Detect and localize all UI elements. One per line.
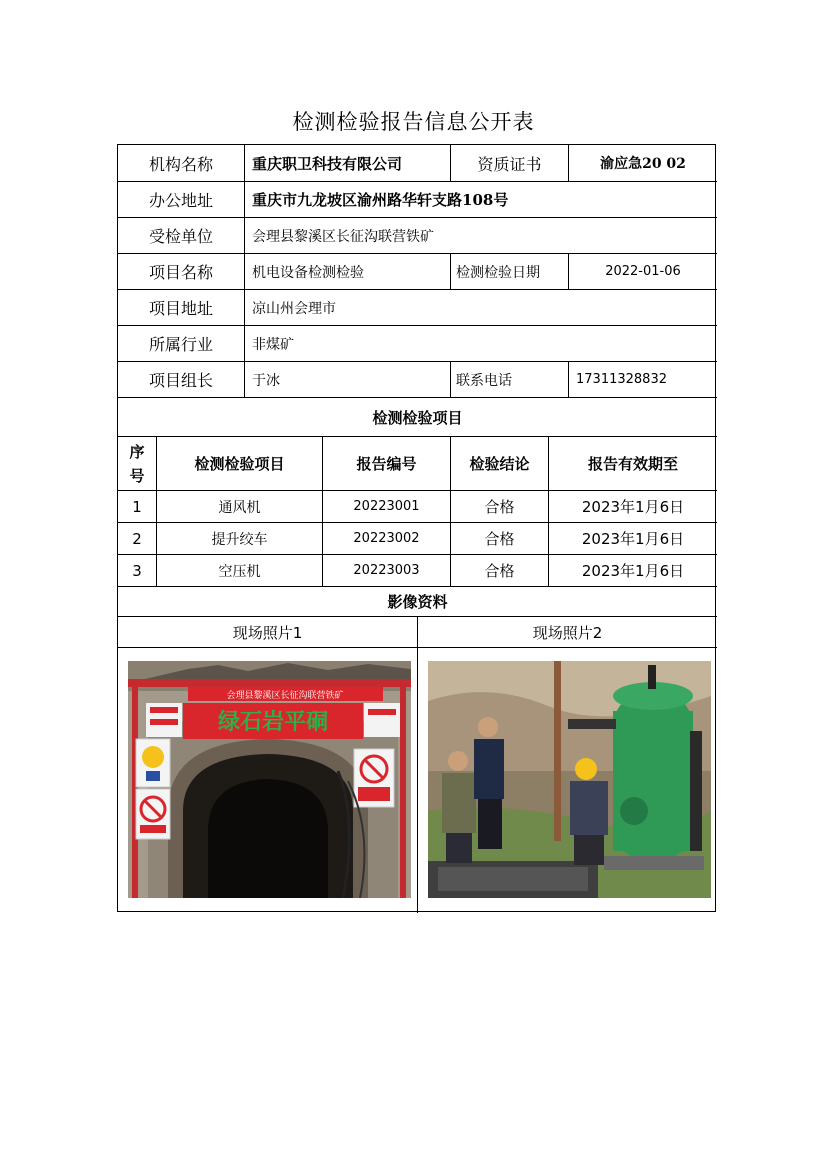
client-value: 会理县黎溪区长征沟联营铁矿 xyxy=(252,228,434,245)
item-header: 检测检验项目 xyxy=(194,455,285,473)
cert-label: 资质证书 xyxy=(477,154,542,174)
info-table xyxy=(117,144,716,912)
seq-header: 序 号 xyxy=(129,442,145,485)
org-value: 重庆职卫科技有限公司 xyxy=(252,154,403,173)
project-value: 机电设备检测检验 xyxy=(252,264,364,281)
address-label: 办公地址 xyxy=(148,191,213,210)
date-label: 检测检验日期 xyxy=(456,264,540,281)
table-row-3-seq: 3 xyxy=(132,561,142,580)
industry-label: 所属行业 xyxy=(148,335,213,354)
site-photo-1 xyxy=(128,661,411,898)
table-row-1-conclusion: 合格 xyxy=(484,498,515,516)
leader-label: 项目组长 xyxy=(148,371,213,390)
photo2-label: 现场照片2 xyxy=(532,623,603,642)
phone-label: 联系电话 xyxy=(456,372,512,389)
conclusion-header: 检验结论 xyxy=(469,455,530,473)
photo1-label: 现场照片1 xyxy=(232,623,303,642)
cert-value: 渝应急20 02 xyxy=(600,156,686,172)
page-title: 检测检验报告信息公开表 xyxy=(292,110,535,134)
table-row-1-report-no: 20223001 xyxy=(353,499,420,514)
table-row-2-report-no: 20223002 xyxy=(353,531,420,546)
table-row-3-conclusion: 合格 xyxy=(484,562,515,580)
industry-value: 非煤矿 xyxy=(252,336,294,353)
site-value: 凉山州会理市 xyxy=(252,300,336,317)
report-no-header: 报告编号 xyxy=(356,455,417,473)
table-row-1-valid-until: 2023年1月6日 xyxy=(581,498,685,516)
project-label: 项目名称 xyxy=(148,263,213,282)
phone-value: 17311328832 xyxy=(576,372,667,387)
table-row-2-seq: 2 xyxy=(132,529,142,548)
table-row-1-item: 通风机 xyxy=(218,499,261,516)
photo1-banner: 会理县黎溪区长征沟联营铁矿 xyxy=(226,691,344,701)
leader-value: 于冰 xyxy=(252,372,280,389)
media-section-heading: 影像资料 xyxy=(387,593,448,611)
valid-until-header: 报告有效期至 xyxy=(587,455,678,473)
table-row-2-valid-until: 2023年1月6日 xyxy=(581,530,685,548)
address-value: 重庆市九龙坡区渝州路华轩支路108号 xyxy=(252,191,509,209)
table-row-1-seq: 1 xyxy=(132,497,142,516)
site-label: 项目地址 xyxy=(148,299,213,318)
photo1-sign: 绿石岩平硐 xyxy=(217,710,329,735)
client-label: 受检单位 xyxy=(148,227,213,246)
table-row-2-item: 提升绞车 xyxy=(211,531,268,548)
table-row-3-report-no: 20223003 xyxy=(353,563,420,578)
table-row-2-conclusion: 合格 xyxy=(484,530,515,548)
items-section-heading: 检测检验项目 xyxy=(372,408,463,427)
table-row-3-valid-until: 2023年1月6日 xyxy=(581,562,685,580)
org-label: 机构名称 xyxy=(148,154,213,174)
date-value: 2022-01-06 xyxy=(605,264,681,279)
site-photo-2 xyxy=(428,661,711,898)
table-row-3-item: 空压机 xyxy=(218,563,261,580)
